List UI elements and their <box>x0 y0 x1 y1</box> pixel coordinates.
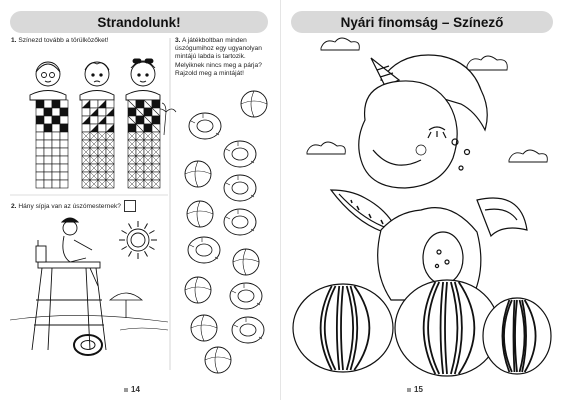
towel-grid <box>36 100 68 188</box>
swim-ring-icon <box>224 175 256 201</box>
wave-line <box>120 328 168 330</box>
task-3-text: A játékboltban minden úszógumihoz egy ugyanolyan mintájú labda is tartozik. Melyiknek nincs meg a párja? Rajzold meg a mintáját! <box>175 37 262 77</box>
beach-ball-icon <box>205 347 231 373</box>
page-marker-icon <box>407 388 411 392</box>
towel-grids <box>36 100 160 188</box>
right-page <box>281 0 561 400</box>
swim-ring-icon <box>224 141 256 167</box>
girl-with-sunglasses-towel <box>126 59 160 100</box>
watermelon-icon <box>483 298 551 374</box>
towel-grid <box>82 100 114 188</box>
swim-ring-icon <box>224 209 256 235</box>
cloud-icon <box>509 150 547 162</box>
lifeguard-on-chair <box>32 218 106 350</box>
task-2-number: 2. <box>11 203 17 210</box>
task-1-number: 1. <box>11 37 17 44</box>
page-title: Strandolunk! <box>10 11 268 33</box>
swim-ring-icon <box>74 335 102 355</box>
beach-ball-icon <box>187 201 213 227</box>
beach-ball-icon <box>191 315 217 341</box>
left-page-illustrations <box>0 0 280 400</box>
swim-ring-icon <box>230 283 262 309</box>
towel-grid <box>128 100 160 188</box>
sun-icon <box>119 221 157 259</box>
page-number-right: 15 <box>407 385 423 394</box>
page-title: Nyári finomság – Színező <box>291 11 553 33</box>
coloring-illustration <box>281 0 561 400</box>
beach-ball-icon <box>185 277 211 303</box>
task-2-text: Hány sípja van az úszómesternek? <box>18 203 121 210</box>
beach-ball-icon <box>233 249 259 275</box>
cloud-icon <box>467 56 507 70</box>
balls-and-rings <box>185 91 267 373</box>
swim-ring-icon <box>232 317 264 343</box>
boy-with-towel <box>80 62 114 100</box>
swim-ring-icon <box>188 237 220 263</box>
beach-ball-icon <box>241 91 267 117</box>
unicorn-eating-watermelon <box>331 55 527 300</box>
page-number-left: 14 <box>124 385 140 394</box>
cloud-icon <box>307 142 345 154</box>
watermelons <box>293 280 551 376</box>
page-marker-icon <box>124 388 128 392</box>
beach-ball-icon <box>185 161 211 187</box>
task-3-number: 3. <box>175 37 181 44</box>
watermelon-icon <box>293 284 393 372</box>
beach-umbrella-icon <box>110 293 142 318</box>
left-page <box>0 0 280 400</box>
swim-ring-icon <box>189 113 221 139</box>
task-1-text: Színezd tovább a törülközőket! <box>18 37 109 44</box>
cloud-icon <box>321 38 359 50</box>
girl-with-towel <box>30 62 66 100</box>
